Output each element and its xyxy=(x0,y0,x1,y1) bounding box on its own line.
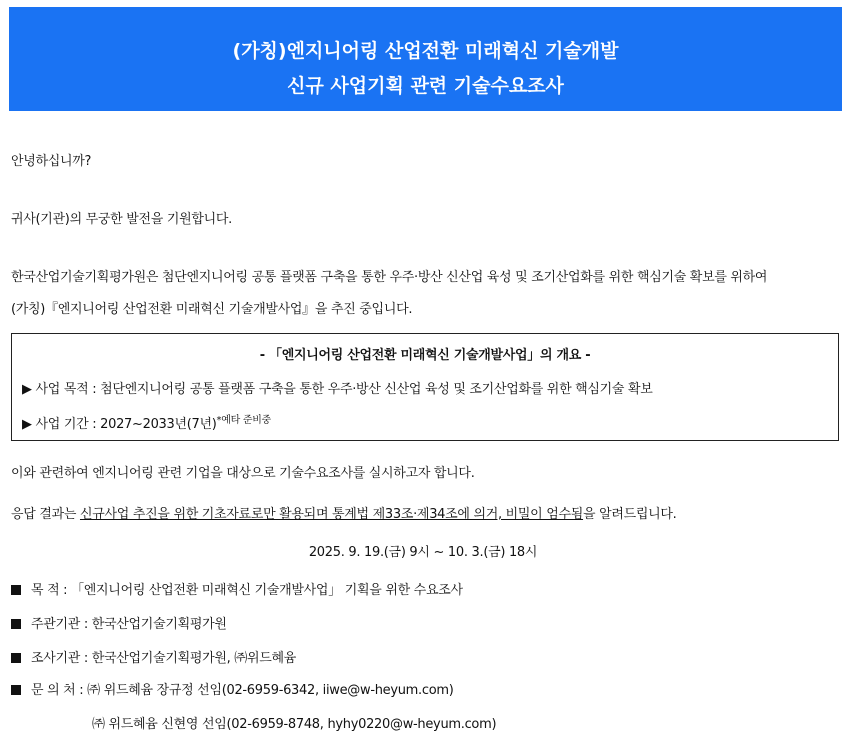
overview-purpose: ▶ 사업 목적 : 첨단엔지니어링 공통 플랫폼 구축을 통한 우주·방산 신산업 육성 및 조기산업화를 위한 핵심기술 확보 xyxy=(22,382,653,397)
detail-surveyor-text: 조사기관 : 한국산업기술기획평가원, ㈜위드혜윰 xyxy=(31,651,297,666)
survey-target-text: 이와 관련하여 엔지니어링 관련 기업을 대상으로 기술수요조사를 실시하고자 합니다. xyxy=(11,466,475,481)
detail-contact-text: 문 의 처 : ㈜ 위드혜윰 장규정 선임(02-6959-6342, iiwe@w-heyum.com) xyxy=(31,683,454,698)
overview-period-text: ▶ 사업 기간 : 2027~2033년(7년) xyxy=(22,417,217,432)
wish-text: 귀사(기관)의 무궁한 발전을 기원합니다. xyxy=(11,212,233,227)
banner-title-line1: (가칭)엔지니어링 산업전환 미래혁신 기술개발 xyxy=(232,40,619,62)
confidentiality-notice xyxy=(11,503,677,522)
detail-purpose xyxy=(11,579,463,598)
notice-prefix: 응답 결과는 xyxy=(11,507,80,522)
overview-period xyxy=(22,413,271,432)
survey-period: 2025. 9. 19.(금) 9시 ~ 10. 3.(금) 18시 xyxy=(308,545,538,560)
intro-description-line1: 한국산업기술기획평가원은 첨단엔지니어링 공통 플랫폼 구축을 통한 우주·방산 신산업 육성 및 조기산업화를 위한 핵심기술 확보를 위하여 xyxy=(11,270,768,285)
notice-suffix: 을 알려드립니다. xyxy=(583,507,677,522)
detail-contact xyxy=(11,679,454,698)
bullet-square-icon xyxy=(11,619,21,629)
greeting-text: 안녕하십니까? xyxy=(11,154,92,169)
survey-banner xyxy=(9,7,842,111)
overview-box xyxy=(11,333,839,441)
detail-host xyxy=(11,613,227,632)
bullet-square-icon xyxy=(11,653,21,663)
detail-contact-secondary: ㈜ 위드혜윰 신현영 선임(02-6959-8748, hyhy0220@w-heyum.com) xyxy=(92,717,497,732)
detail-host-text: 주관기관 : 한국산업기술기획평가원 xyxy=(31,617,227,632)
detail-purpose-text: 목 적 : 「엔지니어링 산업전환 미래혁신 기술개발사업」 기획을 위한 수요조사 xyxy=(31,583,463,598)
banner-title-line2: 신규 사업기획 관련 기술수요조사 xyxy=(287,75,564,97)
bullet-square-icon xyxy=(11,585,21,595)
intro-description-line2: (가칭)『엔지니어링 산업전환 미래혁신 기술개발사업』을 추진 중입니다. xyxy=(11,302,413,317)
bullet-square-icon xyxy=(11,685,21,695)
overview-title: - 「엔지니어링 산업전환 미래혁신 기술개발사업」의 개요 - xyxy=(259,348,591,363)
notice-underlined: 신규사업 추진을 위한 기초자료로만 활용되며 통계법 제33조·제34조에 의거, 비밀이 엄수됨 xyxy=(79,507,584,522)
overview-period-note: *예타 준비중 xyxy=(216,415,271,426)
detail-surveyor xyxy=(11,647,296,666)
